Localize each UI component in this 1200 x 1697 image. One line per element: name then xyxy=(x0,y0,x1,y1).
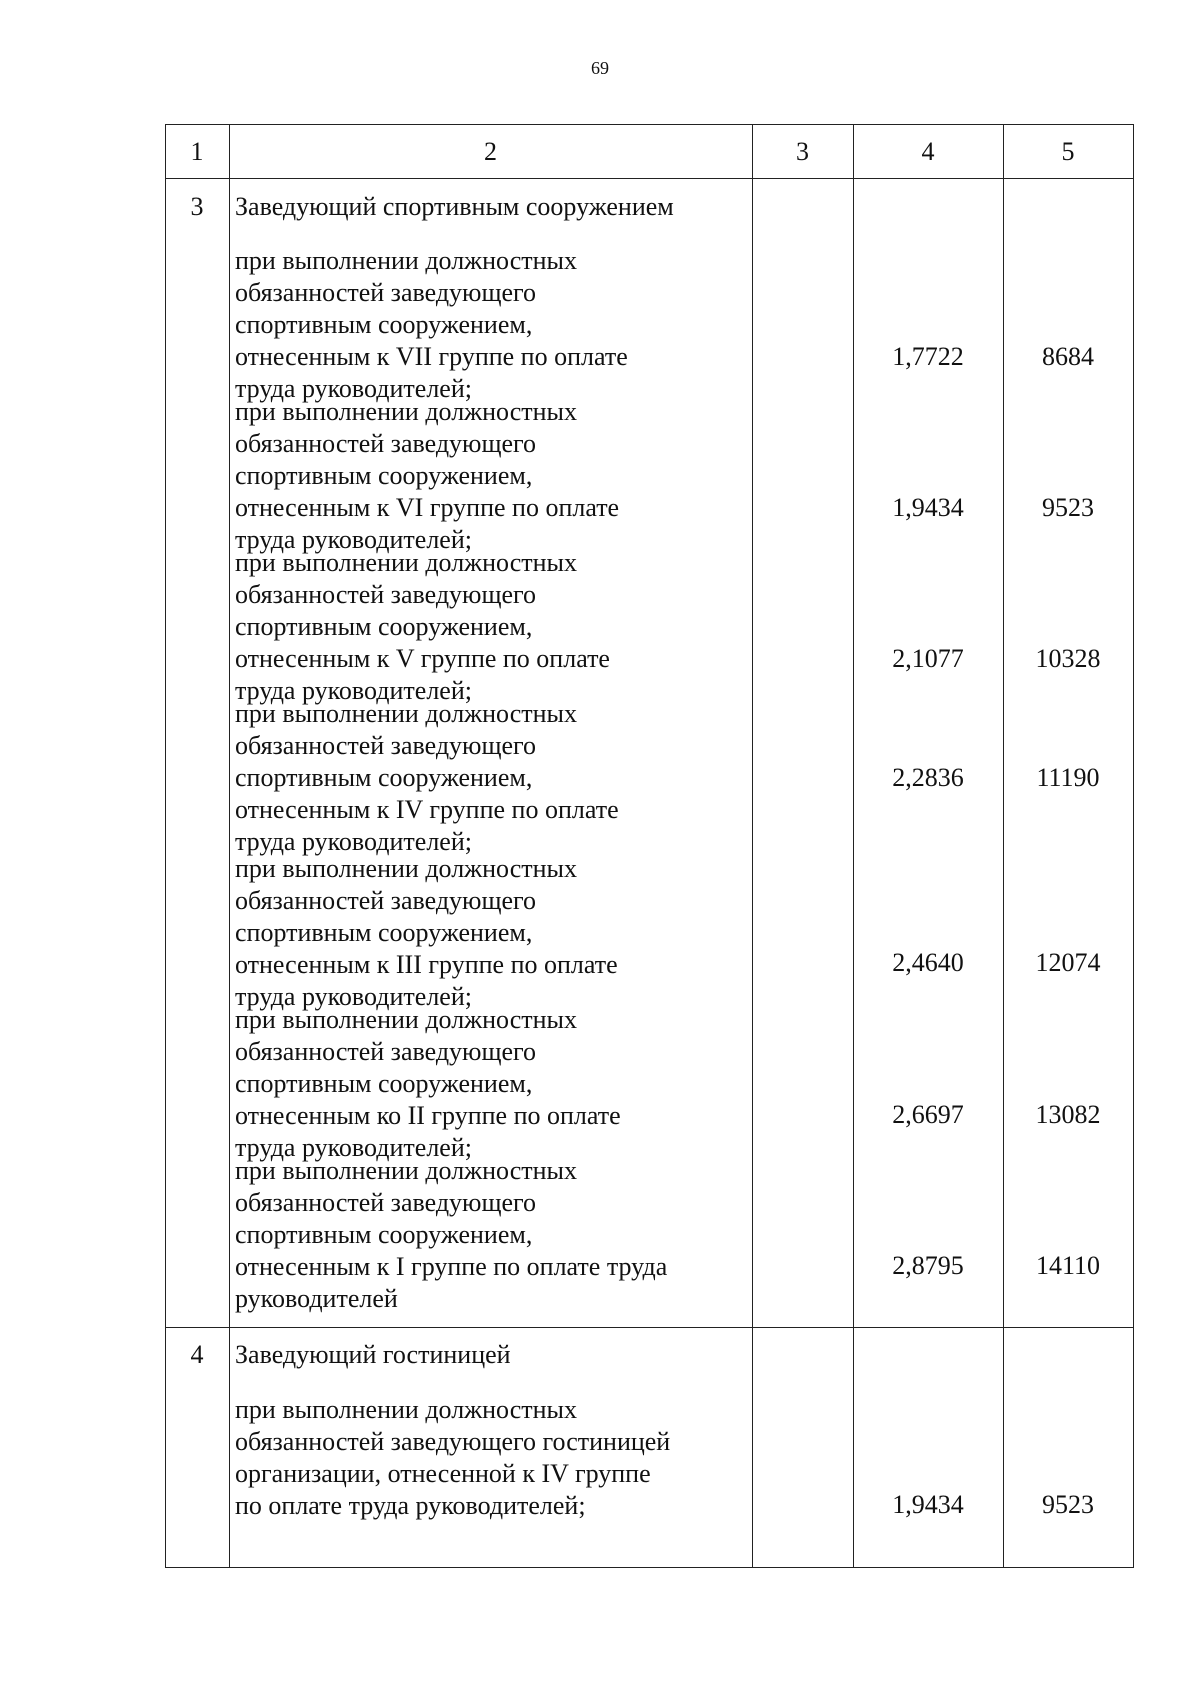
section-number: 4 xyxy=(190,1340,204,1369)
row-coefficient: 2,8795 xyxy=(892,1251,964,1280)
row-description: при выполнении должностных обязанностей заведующего спортивным сооружением, отнесенным к VI группе по оплате труда руководителей; xyxy=(235,397,620,554)
row-description: при выполнении должностных обязанностей заведующего гостиницей организации, отнесенной к IV группе по оплате труда руководителей; xyxy=(235,1395,671,1520)
row-coefficient: 2,2836 xyxy=(892,763,964,792)
header-cell-4: 4 xyxy=(921,137,935,166)
header-cell-1: 1 xyxy=(190,137,204,166)
header-cell-3: 3 xyxy=(796,137,809,166)
header-cell-5: 5 xyxy=(1061,137,1075,166)
section-divider xyxy=(165,1327,1134,1328)
row-salary: 12074 xyxy=(1035,948,1101,977)
row-salary: 9523 xyxy=(1042,1490,1094,1519)
row-description: при выполнении должностных обязанностей заведующего спортивным сооружением, отнесенным к IV группе по оплате труда руководителей; xyxy=(235,699,619,856)
section-number: 3 xyxy=(190,192,204,221)
row-salary: 9523 xyxy=(1042,493,1094,522)
row-coefficient: 2,4640 xyxy=(892,948,964,977)
table-border-top xyxy=(165,124,1134,125)
row-description: при выполнении должностных обязанностей заведующего спортивным сооружением, отнесенным к VII группе по оплате труда руководителей; xyxy=(235,246,628,403)
header-divider xyxy=(165,178,1134,179)
table-border-bottom xyxy=(165,1567,1134,1568)
table-border-right xyxy=(1133,124,1134,1568)
section-title: Заведующий гостиницей xyxy=(235,1340,511,1369)
row-salary: 13082 xyxy=(1035,1100,1101,1129)
row-description: при выполнении должностных обязанностей заведующего спортивным сооружением, отнесенным к I группе по оплате труда руководителей xyxy=(235,1156,668,1313)
row-coefficient: 1,9434 xyxy=(892,1490,964,1519)
column-divider xyxy=(229,124,230,1568)
row-salary: 11190 xyxy=(1036,763,1100,792)
row-coefficient: 2,6697 xyxy=(892,1100,964,1129)
row-coefficient: 1,7722 xyxy=(892,342,964,371)
row-description: при выполнении должностных обязанностей заведующего спортивным сооружением, отнесенным к III группе по оплате труда руководителей; xyxy=(235,854,618,1011)
row-description: при выполнении должностных обязанностей заведующего спортивным сооружением, отнесенным к V группе по оплате труда руководителей; xyxy=(235,548,610,705)
row-coefficient: 2,1077 xyxy=(892,644,964,673)
row-salary: 14110 xyxy=(1035,1251,1101,1280)
section-title: Заведующий спортивным сооружением xyxy=(235,192,674,221)
header-cell-2: 2 xyxy=(484,137,497,166)
row-description: при выполнении должностных обязанностей заведующего спортивным сооружением, отнесенным ко II группе по оплате труда руководителей; xyxy=(235,1005,621,1162)
page-number: 69 xyxy=(591,58,609,78)
row-coefficient: 1,9434 xyxy=(892,493,964,522)
salary-table xyxy=(165,124,1134,1568)
column-divider xyxy=(752,124,753,1568)
row-salary: 10328 xyxy=(1035,644,1101,673)
row-salary: 8684 xyxy=(1042,342,1094,371)
